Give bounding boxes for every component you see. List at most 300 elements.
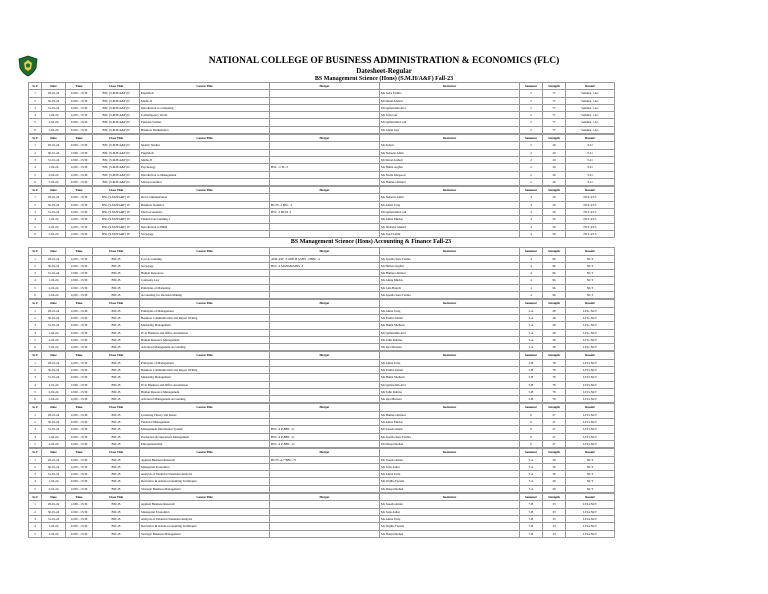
table-cell: 2 — [29, 201, 42, 208]
table-cell: 31-01-24 — [42, 156, 66, 163]
table-cell — [270, 142, 380, 149]
table-cell: 1 — [29, 501, 42, 508]
blank-cell — [615, 194, 715, 201]
table-cell: 4 — [520, 262, 543, 269]
table-cell: Ms Fatima Ismail — [380, 314, 520, 321]
table-cell — [270, 411, 380, 418]
table-cell: Ms Amna Tariq — [380, 515, 520, 522]
schedule-table — [28, 82, 715, 134]
schedule-table — [28, 448, 715, 493]
table-cell: 12:00 - 13:30 — [66, 194, 93, 201]
table-cell: 12:00 - 13:30 — [66, 419, 93, 426]
table-cell — [270, 471, 380, 478]
table-cell: 59 — [543, 194, 566, 201]
table-cell: 29 — [543, 156, 566, 163]
table-cell: BSC (S.M.H/A&F) IV — [93, 230, 140, 237]
column-header: Strength — [543, 248, 566, 255]
table-cell: BSC-B — [93, 381, 140, 388]
table-row — [29, 508, 715, 515]
table-cell: 7-A — [520, 485, 543, 492]
table-cell: 6 — [29, 126, 42, 133]
table-cell — [270, 223, 380, 230]
table-cell: Ms Saad Salam — [380, 230, 520, 237]
table-cell: BSC (S.M.H/A&F) IV — [93, 201, 140, 208]
table-cell: NCT — [566, 478, 615, 485]
table-cell: Ms Saeeda Aman — [380, 501, 520, 508]
table-cell: Principles of Management — [140, 359, 270, 366]
table-cell: 30-01-24 — [42, 463, 66, 470]
table-cell: 2 — [520, 164, 543, 171]
column-header: Room# — [566, 494, 615, 501]
table-cell: 12:00 - 13:30 — [66, 216, 93, 223]
table-cell: 5 — [29, 284, 42, 291]
table-cell: 77 — [543, 112, 566, 119]
table-cell: 2 — [520, 97, 543, 104]
table-cell: 12:00 - 13:30 — [66, 164, 93, 171]
table-cell: Ms Lina Baloch — [380, 284, 520, 291]
table-cell: 5 — [29, 223, 42, 230]
table-cell — [270, 396, 380, 403]
table-cell: BSC -4 MANMGMNS -3 — [270, 262, 380, 269]
column-header: Course Title — [140, 248, 270, 255]
table-cell: BSC-B — [93, 314, 140, 321]
table-cell: BSC - CTL-3 — [270, 164, 380, 171]
table-cell: Ms Huma Asghar — [380, 164, 520, 171]
table-row — [29, 322, 715, 329]
table-cell — [270, 366, 380, 373]
table-cell: 4 — [29, 478, 42, 485]
datesheet-title: Datesheet-Regular — [356, 67, 412, 75]
table-cell — [270, 270, 380, 277]
table-cell: NCT — [566, 284, 615, 291]
column-header: Time — [66, 187, 93, 194]
table-cell — [270, 359, 380, 366]
table-cell: Contemporary World — [140, 112, 270, 119]
blank-cell — [615, 223, 715, 230]
table-cell: 78 — [543, 381, 566, 388]
table-cell: 1 — [29, 194, 42, 201]
table-cell: Financial Accounting-I — [140, 216, 270, 223]
column-header: Sr.# — [29, 449, 42, 456]
blank-cell — [615, 83, 715, 90]
table-header-row — [29, 187, 715, 194]
table-cell: Mr Qamruddin Alvi — [380, 329, 520, 336]
table-row — [29, 194, 715, 201]
column-header: Merger — [270, 248, 380, 255]
table-header-row — [29, 352, 715, 359]
column-header: Semester — [520, 404, 543, 411]
table-cell: 5 — [29, 530, 42, 537]
table-cell: 33 — [543, 523, 566, 530]
table-cell: BSC-B — [93, 284, 140, 291]
table-cell: 4 — [520, 216, 543, 223]
blank-cell — [615, 216, 715, 223]
table-cell: LT23-NCT — [566, 359, 615, 366]
table-cell: 29-01-24 — [42, 255, 66, 262]
table-cell: 12:00 - 13:30 — [66, 178, 93, 185]
table-cell: Maths-II — [140, 156, 270, 163]
table-cell: Management Information System — [140, 426, 270, 433]
column-header: Room# — [566, 404, 615, 411]
table-cell: 1-02-24 — [42, 277, 66, 284]
table-cell: 30-01-24 — [42, 262, 66, 269]
table-cell: Accounting for Decision Making — [140, 292, 270, 299]
table-cell: 2 — [520, 156, 543, 163]
table-cell: 30-01-24 — [42, 97, 66, 104]
table-cell — [270, 463, 380, 470]
table-cell: 5-02-24 — [42, 178, 66, 185]
table-cell: 12:00 - 13:30 — [66, 523, 93, 530]
column-header: Strength — [543, 83, 566, 90]
blank-cell — [615, 322, 715, 329]
table-row — [29, 126, 715, 133]
table-cell: 7-B — [520, 501, 543, 508]
table-cell: Human Resource Management — [140, 336, 270, 343]
table-cell — [270, 329, 380, 336]
column-header: Class Title — [93, 352, 140, 359]
table-cell: 5-A — [520, 307, 543, 314]
column-header: Course Title — [140, 187, 270, 194]
table-cell: LT21-NCT — [566, 336, 615, 343]
table-cell: 78 — [543, 359, 566, 366]
table-cell: 28 — [543, 336, 566, 343]
table-cell: 5-A — [520, 336, 543, 343]
table-row — [29, 284, 715, 291]
table-cell: 12:00 - 13:30 — [66, 463, 93, 470]
table-row — [29, 329, 715, 336]
table-cell: 4 — [29, 112, 42, 119]
table-cell: 2 — [520, 142, 543, 149]
table-cell: 31-01-24 — [42, 515, 66, 522]
table-cell: 12:00 - 13:30 — [66, 426, 93, 433]
column-header: Instructor — [380, 449, 520, 456]
table-cell: LT23-NCT — [566, 374, 615, 381]
table-cell: 2 — [29, 419, 42, 426]
table-cell: 29-01-24 — [42, 501, 66, 508]
column-header: Class Title — [93, 404, 140, 411]
blank-cell — [615, 344, 715, 351]
column-header: Course Title — [140, 449, 270, 456]
table-cell: Islamic Studies — [140, 142, 270, 149]
table-cell: BSC (S.M.H/A&F) IV — [93, 209, 140, 216]
blank-cell — [615, 485, 715, 492]
table-cell: Sociology — [140, 230, 270, 237]
column-header: Time — [66, 248, 93, 255]
table-cell: 4 — [520, 292, 543, 299]
table-cell: 2-02-24 — [42, 485, 66, 492]
table-cell — [270, 374, 380, 381]
table-cell — [270, 322, 380, 329]
table-cell — [270, 485, 380, 492]
table-cell: 2 — [520, 178, 543, 185]
table-cell: Ms Humera Ahmed — [380, 270, 520, 277]
table-cell: 12:00 - 13:30 — [66, 336, 93, 343]
table-cell — [270, 112, 380, 119]
table-cell: LT21-NCT — [566, 322, 615, 329]
table-cell: 4 — [520, 255, 543, 262]
column-header: Sr.# — [29, 135, 42, 142]
table-cell: Strategic Business Management — [140, 530, 270, 537]
blank-cell — [615, 374, 715, 381]
table-cell: LT24-NCT — [566, 508, 615, 515]
table-cell: BSC-B — [93, 463, 140, 470]
table-cell: Ms Sana Ashar — [380, 463, 520, 470]
table-cell: 6 — [520, 433, 543, 440]
table-cell: BSC-B — [93, 456, 140, 463]
table-row — [29, 426, 715, 433]
blank-cell — [615, 178, 715, 185]
table-cell — [270, 178, 380, 185]
column-header: Semester — [520, 187, 543, 194]
table-cell — [270, 381, 380, 388]
column-header: Merger — [270, 404, 380, 411]
column-header: Instructor — [380, 135, 520, 142]
table-cell: 12:00 - 13:30 — [66, 515, 93, 522]
table-cell: BSC -4 P-BBC -11 — [270, 426, 380, 433]
table-row — [29, 230, 715, 237]
table-row — [29, 530, 715, 537]
table-cell: BSC-B — [93, 478, 140, 485]
table-header-row — [29, 248, 715, 255]
table-cell: 12:00 - 13:30 — [66, 471, 93, 478]
table-cell: LT23-NCT — [566, 426, 615, 433]
table-row — [29, 419, 715, 426]
table-cell: T-21 — [566, 171, 615, 178]
table-cell: 5-B — [520, 359, 543, 366]
table-cell — [270, 523, 380, 530]
table-cell: Ms Fatima Ismail — [380, 366, 520, 373]
table-cell: 5-A — [520, 329, 543, 336]
table-cell: 96 — [543, 292, 566, 299]
table-cell — [270, 530, 380, 537]
column-header: Date — [42, 248, 66, 255]
table-cell: Ms Ayesha Sana Fatima — [380, 433, 520, 440]
table-cell: Mr Qamruddin Lodi — [380, 119, 520, 126]
table-cell: 12:00 - 13:30 — [66, 366, 93, 373]
table-cell: Ms Nabeela Amin — [380, 194, 520, 201]
table-cell: 5-A — [520, 344, 543, 351]
table-cell: BSC-B — [93, 501, 140, 508]
table-cell: BSC-B — [93, 344, 140, 351]
table-cell: 2-02-24 — [42, 388, 66, 395]
table-cell: 5-02-24 — [42, 396, 66, 403]
table-cell: 33 — [543, 501, 566, 508]
table-cell: 2 — [520, 149, 543, 156]
blank-cell — [615, 135, 715, 142]
column-header: Semester — [520, 135, 543, 142]
table-row — [29, 164, 715, 171]
table-cell: BSC-B — [93, 515, 140, 522]
table-cell: 96 — [543, 284, 566, 291]
table-cell: 59 — [543, 201, 566, 208]
table-cell: Pakistan Studies — [140, 119, 270, 126]
table-cell: 12:00 - 13:30 — [66, 255, 93, 262]
column-header: Room# — [566, 352, 615, 359]
table-cell: Ms Shabana Ahmed — [380, 223, 520, 230]
table-cell: 6 — [520, 411, 543, 418]
table-cell: 1-02-24 — [42, 381, 66, 388]
table-cell: 6 — [29, 396, 42, 403]
column-header: Instructor — [380, 494, 520, 501]
table-row — [29, 314, 715, 321]
table-cell: IT in Business and Office Automation — [140, 329, 270, 336]
column-header: Course Title — [140, 135, 270, 142]
table-cell: 31-01-24 — [42, 209, 66, 216]
table-cell — [270, 97, 380, 104]
blank-cell — [615, 508, 715, 515]
column-header: Semester — [520, 352, 543, 359]
table-cell — [270, 292, 380, 299]
table-cell: 30 — [543, 456, 566, 463]
table-cell: BSC-B — [93, 374, 140, 381]
table-cell: 5 — [29, 171, 42, 178]
table-cell: 12:00 - 13:30 — [66, 530, 93, 537]
table-cell: 59 — [543, 223, 566, 230]
table-cell — [270, 284, 380, 291]
table-cell: 2 — [29, 97, 42, 104]
table-cell: 12:00 - 13:30 — [66, 329, 93, 336]
table-cell — [270, 171, 380, 178]
table-cell: Business Communication and Report Writing — [140, 314, 270, 321]
blank-cell — [615, 359, 715, 366]
table-cell: 2 — [520, 104, 543, 111]
table-cell: 4 — [520, 277, 543, 284]
table-cell: 78 — [543, 374, 566, 381]
table-cell: 33 — [543, 515, 566, 522]
blank-cell — [615, 119, 715, 126]
table-row — [29, 104, 715, 111]
table-cell: 1-02-24 — [42, 329, 66, 336]
table-cell: Maths-II — [140, 97, 270, 104]
table-cell: 5 — [29, 440, 42, 447]
table-cell: 31-01-24 — [42, 426, 66, 433]
table-cell: 12:00 - 13:30 — [66, 209, 93, 216]
table-cell: Ms Sana Gul — [380, 112, 520, 119]
table-cell — [270, 90, 380, 97]
table-row — [29, 142, 715, 149]
table-cell: NCT-4/C5 — [566, 209, 615, 216]
table-cell: 4 — [29, 523, 42, 530]
table-cell: Ms Humera Ahmed — [380, 411, 520, 418]
column-header: Class Title — [93, 248, 140, 255]
table-cell: BSC-B — [93, 307, 140, 314]
table-cell: 77 — [543, 119, 566, 126]
table-row — [29, 216, 715, 223]
table-cell: 28 — [543, 307, 566, 314]
table-cell: 1-02-24 — [42, 478, 66, 485]
blank-cell — [615, 90, 715, 97]
table-row — [29, 178, 715, 185]
schedule-table — [28, 134, 715, 186]
table-cell — [270, 277, 380, 284]
table-cell: T-21 — [566, 142, 615, 149]
column-header: Class Title — [93, 449, 140, 456]
table-cell: 5-A — [520, 314, 543, 321]
table-row — [29, 463, 715, 470]
table-cell: LT23-NCT — [566, 411, 615, 418]
blank-cell — [615, 530, 715, 537]
table-cell: BSC (S.M.H/A&F) II — [93, 156, 140, 163]
table-cell: 30 — [543, 485, 566, 492]
table-cell: IT in Business and Office Automation — [140, 381, 270, 388]
column-header: Sr.# — [29, 187, 42, 194]
table-cell: 2 — [520, 112, 543, 119]
blank-cell — [615, 411, 715, 418]
blank-cell — [615, 336, 715, 343]
column-header: Instructor — [380, 404, 520, 411]
table-cell: 12:00 - 13:30 — [66, 485, 93, 492]
table-cell: BSC-B — [93, 396, 140, 403]
blank-cell — [615, 112, 715, 119]
table-cell: 3 — [29, 374, 42, 381]
table-row — [29, 411, 715, 418]
table-cell: Mr Amna Tariq — [380, 201, 520, 208]
table-cell: 5 — [29, 485, 42, 492]
blank-cell — [615, 126, 715, 133]
table-cell: 5-02-24 — [42, 126, 66, 133]
table-cell: Marketing Management — [140, 374, 270, 381]
table-cell: 5-B — [520, 388, 543, 395]
table-cell: 4 — [520, 223, 543, 230]
table-cell: 78 — [543, 396, 566, 403]
table-row — [29, 515, 715, 522]
table-cell: Ms Iqra Murtaza — [380, 396, 520, 403]
table-cell: LT24-NCT — [566, 530, 615, 537]
column-header: Class Title — [93, 494, 140, 501]
table-cell: 1-02-24 — [42, 164, 66, 171]
table-cell: 12:00 - 13:30 — [66, 90, 93, 97]
table-cell: Business Statistics — [140, 201, 270, 208]
column-header: Time — [66, 83, 93, 90]
table-cell: 31-01-24 — [42, 374, 66, 381]
table-row — [29, 359, 715, 366]
table-row — [29, 270, 715, 277]
table-cell: Company Law — [140, 277, 270, 284]
table-cell: 7-B — [520, 530, 543, 537]
table-cell: 30 — [543, 478, 566, 485]
table-header-row — [29, 83, 715, 90]
blank-cell — [615, 171, 715, 178]
table-cell: NCT — [566, 456, 615, 463]
table-cell: 1 — [29, 90, 42, 97]
table-cell: 33 — [543, 530, 566, 537]
table-cell: BSC (S.M.H/A&F) II — [93, 164, 140, 171]
table-cell: LT23-NCT — [566, 396, 615, 403]
table-cell: 12:00 - 13:30 — [66, 262, 93, 269]
table-cell: BSC (S.M.H/A&F) II — [93, 119, 140, 126]
table-cell: 5 — [29, 388, 42, 395]
column-header: Sr.# — [29, 300, 42, 307]
table-row — [29, 456, 715, 463]
table-cell — [270, 478, 380, 485]
table-cell: Microeconomics — [140, 178, 270, 185]
table-cell — [270, 156, 380, 163]
table-cell: 12:00 - 13:30 — [66, 388, 93, 395]
blank-cell — [615, 478, 715, 485]
table-row — [29, 381, 715, 388]
table-cell: 2 — [520, 126, 543, 133]
table-cell: NCT — [566, 262, 615, 269]
table-row — [29, 255, 715, 262]
blank-cell — [615, 300, 715, 307]
table-cell: 31-01-24 — [42, 104, 66, 111]
column-header: Merger — [270, 352, 380, 359]
table-row — [29, 97, 715, 104]
table-row — [29, 396, 715, 403]
table-cell — [270, 419, 380, 426]
column-header: Semester — [520, 494, 543, 501]
column-header: Room# — [566, 135, 615, 142]
